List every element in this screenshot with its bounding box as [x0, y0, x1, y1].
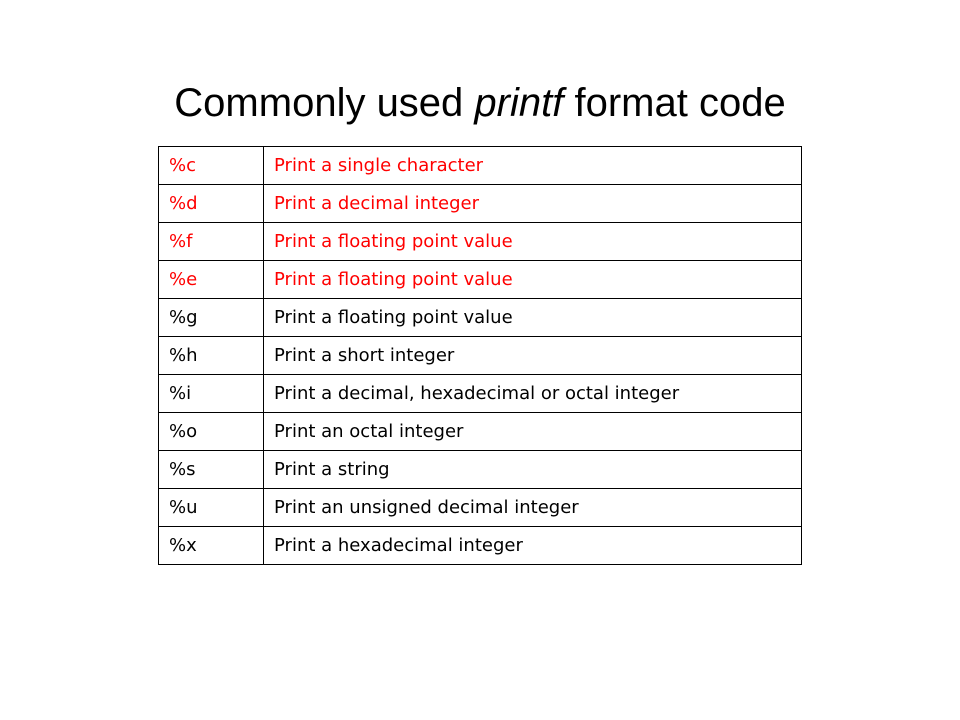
format-code-cell: %h — [159, 337, 264, 375]
title-part-1: Commonly used — [174, 81, 475, 125]
table-row — [159, 261, 802, 299]
table-row — [159, 527, 802, 565]
format-code-cell: %g — [159, 299, 264, 337]
format-code-table — [158, 146, 802, 565]
format-description-cell: Print a string — [264, 451, 802, 489]
format-code-cell: %s — [159, 451, 264, 489]
format-description-cell: Print a decimal integer — [264, 185, 802, 223]
format-description-cell: Print a floating point value — [264, 223, 802, 261]
table-row — [159, 413, 802, 451]
title-part-2: format code — [563, 81, 786, 125]
title-emphasis: printf — [474, 81, 564, 125]
format-code-cell: %c — [159, 147, 264, 185]
table-row — [159, 185, 802, 223]
format-description-cell: Print a decimal, hexadecimal or octal integer — [264, 375, 802, 413]
format-code-cell: %d — [159, 185, 264, 223]
table-row — [159, 451, 802, 489]
table-row — [159, 489, 802, 527]
table-row — [159, 223, 802, 261]
format-code-cell: %e — [159, 261, 264, 299]
table-row — [159, 299, 802, 337]
format-description-cell: Print a floating point value — [264, 299, 802, 337]
format-code-cell: %i — [159, 375, 264, 413]
format-description-cell: Print a single character — [264, 147, 802, 185]
format-description-cell: Print an unsigned decimal integer — [264, 489, 802, 527]
table-row — [159, 147, 802, 185]
table-row — [159, 337, 802, 375]
format-description-cell: Print a hexadecimal integer — [264, 527, 802, 565]
format-description-cell: Print a short integer — [264, 337, 802, 375]
table-row — [159, 375, 802, 413]
format-code-cell: %u — [159, 489, 264, 527]
page-title — [0, 78, 960, 128]
format-description-cell: Print an octal integer — [264, 413, 802, 451]
format-description-cell: Print a floating point value — [264, 261, 802, 299]
format-code-cell: %o — [159, 413, 264, 451]
format-code-cell: %x — [159, 527, 264, 565]
format-code-table-body — [159, 147, 802, 565]
format-code-cell: %f — [159, 223, 264, 261]
